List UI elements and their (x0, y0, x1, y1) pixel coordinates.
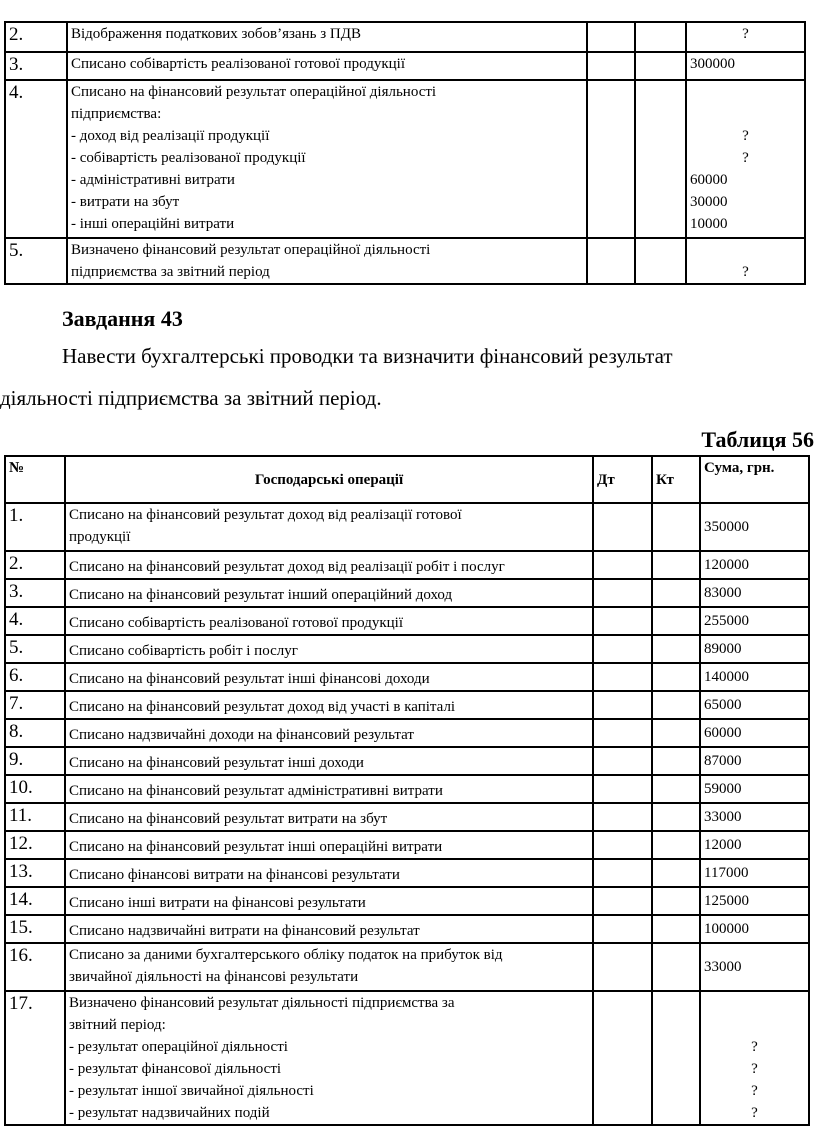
dt-cell (593, 635, 652, 663)
kt-cell (652, 635, 700, 663)
operation-cell (65, 859, 593, 887)
row-number: 16. (5, 943, 65, 991)
header-sum: Сума, грн. (700, 456, 809, 503)
kt-cell (652, 831, 700, 859)
kt-cell (652, 719, 700, 747)
operation-cell (65, 663, 593, 691)
dt-cell (593, 551, 652, 579)
row-number: 15. (5, 915, 65, 943)
sum-line (690, 81, 801, 103)
kt-cell (652, 503, 700, 551)
table-row (5, 607, 809, 635)
sum-line: 60000 (690, 172, 728, 188)
operation-cell (65, 719, 593, 747)
operation-line: Списано собівартість реалізованої готової продукції (71, 56, 405, 72)
operation-line: Списано фінансові витрати на фінансові результати (69, 867, 400, 883)
row-number: 1. (5, 503, 65, 551)
dt-cell (593, 579, 652, 607)
operation-line: Списано інші витрати на фінансові результати (69, 895, 366, 911)
operation-line: Списано на фінансовий результат доход від реалізації готової (69, 507, 462, 523)
operation-line: Списано надзвичайні доходи на фінансовий результат (69, 727, 414, 743)
sum-line: ? (751, 1061, 758, 1077)
dt-cell (593, 887, 652, 915)
table-row (5, 775, 809, 803)
row-number: 13. (5, 859, 65, 887)
operation-line: - адміністративні витрати (71, 172, 235, 188)
operation-cell (65, 635, 593, 663)
operation-line: звітний період: (69, 1017, 166, 1033)
operation-line: - результат операційної діяльності (69, 1039, 288, 1055)
kt-cell (635, 80, 686, 238)
sum-line (690, 103, 801, 125)
sum-cell (686, 52, 805, 80)
kt-cell (652, 915, 700, 943)
sum-cell: 60000 (700, 719, 809, 747)
sum-cell: 59000 (700, 775, 809, 803)
table-row (5, 80, 805, 238)
operation-cell (65, 943, 593, 991)
sum-cell: 255000 (700, 607, 809, 635)
operation-line: - результат іншої звичайної діяльності (69, 1083, 314, 1099)
table-row (5, 691, 809, 719)
operation-cell (65, 887, 593, 915)
dt-cell (593, 991, 652, 1125)
sum-cell: 83000 (700, 579, 809, 607)
operation-line: підприємства: (71, 106, 162, 122)
sum-cell (686, 80, 805, 238)
dt-cell (593, 607, 652, 635)
operation-line: продукції (69, 529, 131, 545)
sum-line: ? (742, 264, 749, 280)
sum-cell (686, 238, 805, 284)
operation-line: - результат фінансової діяльності (69, 1061, 282, 1077)
task-text-line1: Навести бухгалтерські проводки та визначити фінансовий результат (62, 344, 673, 368)
operation-cell (67, 22, 587, 52)
table-row (5, 579, 809, 607)
task-title: Завдання 43 (62, 306, 183, 331)
kt-cell (635, 238, 686, 284)
table-row (5, 991, 809, 1125)
dt-cell (593, 831, 652, 859)
sum-line: ? (742, 150, 749, 166)
operation-line: Списано надзвичайні витрати на фінансовий результат (69, 923, 420, 939)
header-row (5, 456, 809, 503)
sum-cell: 117000 (700, 859, 809, 887)
operation-line: Визначено фінансовий результат операційної діяльності (71, 242, 431, 258)
row-number: 7. (5, 691, 65, 719)
operation-cell (67, 80, 587, 238)
header-operation: Господарські операції (65, 456, 593, 503)
operation-cell (65, 691, 593, 719)
operation-line: - собівартість реалізованої продукції (71, 150, 306, 166)
operation-cell (65, 503, 593, 551)
table-row (5, 887, 809, 915)
dt-cell (593, 663, 652, 691)
operation-cell (65, 915, 593, 943)
table-row (5, 663, 809, 691)
kt-cell (652, 607, 700, 635)
row-number: 4. (5, 607, 65, 635)
sum-cell (686, 22, 805, 52)
operation-line: - інші операційні витрати (71, 216, 235, 232)
kt-cell (635, 22, 686, 52)
dt-cell (587, 52, 635, 80)
sum-cell: 33000 (700, 803, 809, 831)
kt-cell (652, 991, 700, 1125)
operation-cell (65, 747, 593, 775)
operation-cell (65, 991, 593, 1125)
row-number: 10. (5, 775, 65, 803)
sum-line (704, 992, 805, 1014)
sum-cell: 140000 (700, 663, 809, 691)
operation-cell (65, 803, 593, 831)
sum-line: ? (742, 128, 749, 144)
table-row (5, 22, 805, 52)
table-row (5, 859, 809, 887)
sum-cell: 125000 (700, 887, 809, 915)
kt-cell (652, 551, 700, 579)
sum-line (704, 1014, 805, 1036)
operation-line: Списано на фінансовий результат доход від реалізації робіт і послуг (69, 559, 505, 575)
operation-cell (65, 551, 593, 579)
table-row (5, 719, 809, 747)
operation-cell (65, 775, 593, 803)
dt-cell (593, 915, 652, 943)
row-number: 17. (5, 991, 65, 1125)
row-number: 4. (5, 80, 67, 238)
row-number: 12. (5, 831, 65, 859)
sum-cell: 65000 (700, 691, 809, 719)
header-dt: Дт (593, 456, 652, 503)
operation-cell (65, 831, 593, 859)
dt-cell (593, 503, 652, 551)
operation-line: Списано на фінансовий результат інші операційні витрати (69, 839, 443, 855)
sum-line: 30000 (690, 194, 728, 210)
table-row (5, 52, 805, 80)
row-number: 6. (5, 663, 65, 691)
operation-line: Визначено фінансовий результат діяльності підприємства за (69, 995, 455, 1011)
sum-line: 300000 (690, 56, 735, 72)
kt-cell (652, 859, 700, 887)
table-row (5, 238, 805, 284)
table-row (5, 943, 809, 991)
table-row (5, 831, 809, 859)
kt-cell (652, 943, 700, 991)
sum-line: 10000 (690, 216, 728, 232)
operation-cell (65, 579, 593, 607)
sum-cell: 350000 (700, 503, 809, 551)
kt-cell (652, 803, 700, 831)
sum-line: ? (751, 1039, 758, 1055)
sum-line (690, 239, 801, 261)
operation-line: - витрати на збут (71, 194, 180, 210)
dt-cell (587, 80, 635, 238)
operation-line: підприємства за звітний період (71, 264, 270, 280)
row-number: 2. (5, 22, 67, 52)
row-number: 5. (5, 238, 67, 284)
table-row (5, 635, 809, 663)
header-num: № (5, 456, 65, 503)
row-number: 14. (5, 887, 65, 915)
task-text-line2: діяльності підприємства за звітний період. (0, 386, 382, 410)
operation-line: Списано на фінансовий результат інші фінансові доходи (69, 671, 430, 687)
dt-cell (593, 803, 652, 831)
operation-line: Списано на фінансовий результат доход від участі в капіталі (69, 699, 456, 715)
kt-cell (652, 691, 700, 719)
table-row (5, 551, 809, 579)
row-number: 9. (5, 747, 65, 775)
sum-cell: 12000 (700, 831, 809, 859)
dt-cell (593, 747, 652, 775)
row-number: 3. (5, 579, 65, 607)
row-number: 11. (5, 803, 65, 831)
dt-cell (587, 238, 635, 284)
sum-line: ? (742, 26, 749, 42)
kt-cell (635, 52, 686, 80)
sum-cell: 100000 (700, 915, 809, 943)
operation-line: Списано собівартість робіт і послуг (69, 643, 298, 659)
kt-cell (652, 663, 700, 691)
dt-cell (593, 859, 652, 887)
table-row (5, 503, 809, 551)
operation-line: Списано собівартість реалізованої готової продукції (69, 615, 403, 631)
table-row (5, 747, 809, 775)
dt-cell (593, 943, 652, 991)
sum-line: ? (751, 1105, 758, 1121)
operation-cell (67, 238, 587, 284)
operation-cell (65, 607, 593, 635)
sum-cell: 33000 (700, 943, 809, 991)
dt-cell (593, 691, 652, 719)
sum-line: ? (751, 1083, 758, 1099)
operation-line: Відображення податкових зобов’язань з ПДВ (71, 26, 361, 42)
sum-cell (700, 991, 809, 1125)
dt-cell (593, 719, 652, 747)
operation-line: Списано на фінансовий результат інший операційний доход (69, 587, 453, 603)
sum-cell: 87000 (700, 747, 809, 775)
row-number: 2. (5, 551, 65, 579)
table-row (5, 915, 809, 943)
table-row (5, 803, 809, 831)
kt-cell (652, 775, 700, 803)
main-table (4, 455, 810, 1126)
dt-cell (587, 22, 635, 52)
kt-cell (652, 887, 700, 915)
table-label: Таблиця 56 (701, 427, 814, 452)
operation-line: звичайної діяльності на фінансові результати (69, 969, 359, 985)
sum-cell: 120000 (700, 551, 809, 579)
header-kt: Кт (652, 456, 700, 503)
operation-cell (67, 52, 587, 80)
operation-line: Списано на фінансовий результат операційної діяльності (71, 84, 437, 100)
row-number: 3. (5, 52, 67, 80)
row-number: 8. (5, 719, 65, 747)
operation-line: - доход від реалізації продукції (71, 128, 270, 144)
kt-cell (652, 579, 700, 607)
sum-cell: 89000 (700, 635, 809, 663)
row-number: 5. (5, 635, 65, 663)
kt-cell (652, 747, 700, 775)
top-table (4, 21, 806, 285)
dt-cell (593, 775, 652, 803)
operation-line: - результат надзвичайних подій (69, 1105, 270, 1121)
operation-line: Списано на фінансовий результат витрати на збут (69, 811, 388, 827)
operation-line: Списано за даними бухгалтерського обліку податок на прибуток від (69, 947, 503, 963)
operation-line: Списано на фінансовий результат інші доходи (69, 755, 364, 771)
operation-line: Списано на фінансовий результат адміністративні витрати (69, 783, 443, 799)
